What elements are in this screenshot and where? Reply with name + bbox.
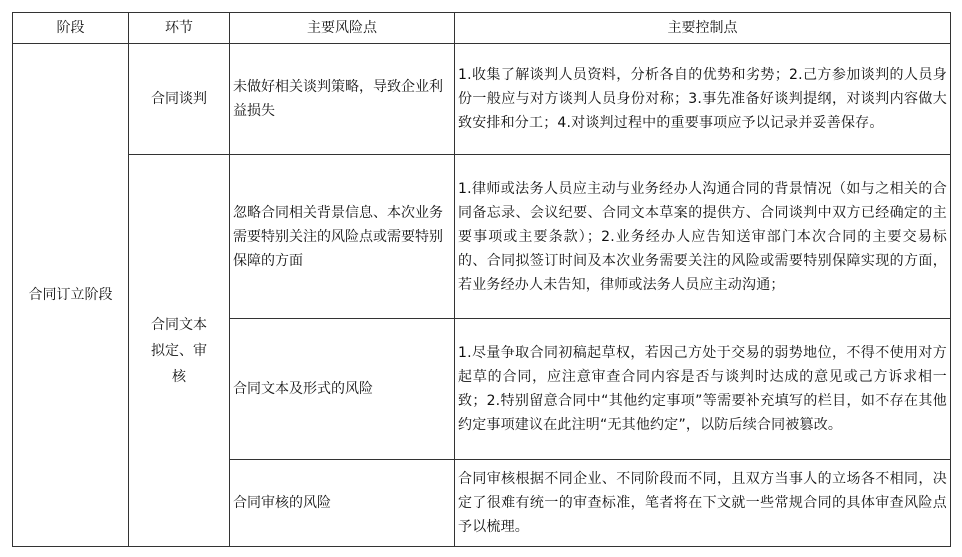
control-cell: 1.律师或法务人员应主动与业务经办人沟通合同的背景情况（如与之相关的合同备忘录、会议纪要、合同文本草案的提供方、合同谈判中双方已经确定的主要事项或主要条款）；2.业务经办人应告知送审部门本次合同的主要交易标的、合同拟签订时间及本次业务需要关注的风险或需要特别保障实现的方面，若业务经办人未告知，律师或法务人员应主动沟通； [455, 155, 951, 319]
header-row [13, 13, 951, 44]
link-label: 合同文本拟定、审核 [151, 316, 207, 385]
header-link: 环节 [129, 13, 230, 44]
table-row [13, 44, 951, 155]
header-risk: 主要风险点 [230, 13, 455, 44]
link-cell-drafting [129, 155, 230, 547]
stage-cell: 合同订立阶段 [13, 44, 129, 547]
control-cell: 1.收集了解谈判人员资料，分析各自的优势和劣势；2.己方参加谈判的人员身份一般应与对方谈判人员身份对称；3.事先准备好谈判提纲，对谈判内容做大致安排和分工；4.对谈判过程中的重要事项应予以记录并妥善保存。 [455, 44, 951, 155]
control-cell: 1.尽量争取合同初稿起草权，若因己方处于交易的弱势地位，不得不使用对方起草的合同，应注意审查合同内容是否与谈判时达成的意见或己方诉求相一致；2.特别留意合同中“其他约定事项”等需要补充填写的栏目，如不存在其他约定事项建议在此注明“无其他约定”，以防后续合同被篡改。 [455, 319, 951, 460]
table-row [13, 155, 951, 319]
risk-control-table [12, 12, 951, 547]
header-stage: 阶段 [13, 13, 129, 44]
risk-cell: 忽略合同相关背景信息、本次业务需要特别关注的风险点或需要特别保障的方面 [230, 155, 455, 319]
link-cell-negotiation: 合同谈判 [129, 44, 230, 155]
risk-cell: 合同审核的风险 [230, 460, 455, 547]
control-cell: 合同审核根据不同企业、不同阶段而不同，且双方当事人的立场各不相同，决定了很难有统一的审查标准，笔者将在下文就一些常规合同的具体审查风险点予以梳理。 [455, 460, 951, 547]
risk-cell: 合同文本及形式的风险 [230, 319, 455, 460]
risk-cell: 未做好相关谈判策略，导致企业利益损失 [230, 44, 455, 155]
header-control: 主要控制点 [455, 13, 951, 44]
